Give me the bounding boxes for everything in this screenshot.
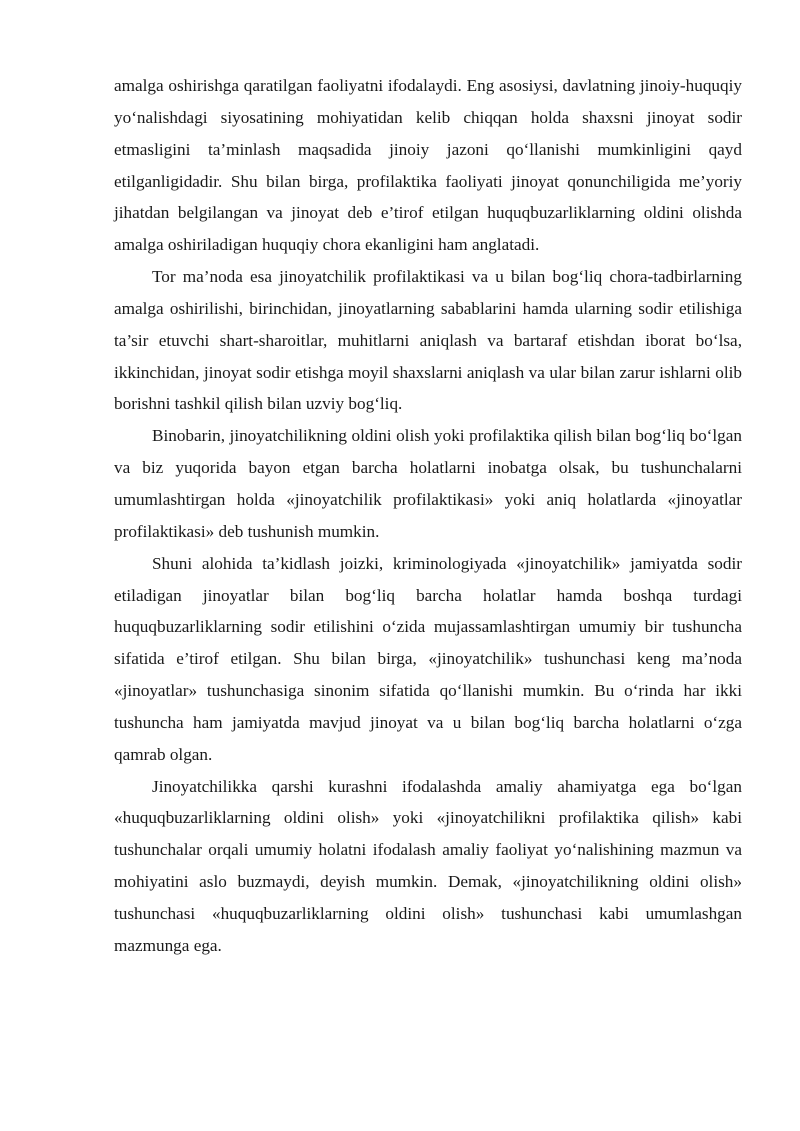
paragraph-therefore: Binobarin, jinoyatchilikning oldini olish yoki profilaktika qilish bilan bog‘liq bo‘lgan va biz yuqorida bayon etgan barcha holatlarni inobatga olsak, bu tushunchalarni umumlashtirgan holda «jinoyatchilik profilaktikasi» yoki aniq holatlarda «jinoyatlar profilaktikasi» deb tushunish mumkin. [114,426,742,541]
paragraph-continuation: amalga oshirishga qaratilgan faoliyatni ifodalaydi. Eng asosiysi, davlatning jinoiy-huquqiy yo‘nalishdagi siyosatining mohiyatidan kelib chiqqan holda shaxsni jinoyat sodir etmasligini ta’minlash maqsadida jinoiy jazoni qo‘llanishi mumkinligini qayd etilganligidadir. Shu bilan birga, profilaktika faoliyati jinoyat qonunchiligida me’yoriy jihatdan belgilangan va jinoyat deb e’tirof etilgan huquqbuzarliklarning oldini olishda amalga oshiriladigan huquqiy chora ekanligini ham anglatadi. [114,76,742,255]
paragraph-criminology-note: Shuni alohida ta’kidlash joizki, kriminologiyada «jinoyatchilik» jamiyatda sodir etiladigan jinoyatlar bilan bog‘liq barcha holatlar hamda boshqa turdagi huquqbuzarliklarning sodir etilishini o‘zida mujassamlashtirgan umumiy bir tushuncha sifatida e’tirof etilgan. Shu bilan birga, «jinoyatchilik» tushunchasi keng ma’noda «jinoyatlar» tushunchasiga sinonim sifatida qo‘llanishi mumkin. Bu o‘rinda har ikki tushuncha ham jamiyatda mavjud jinoyat va u bilan bog‘liq barcha holatlarni o‘zga qamrab olgan. [114,553,742,764]
paragraph-conclusion: Jinoyatchilikka qarshi kurashni ifodalashda amaliy ahamiyatga ega bo‘lgan «huquqbuzarliklarning oldini olish» yoki «jinoyatchilikni profilaktika qilish» kabi tushunchalar orqali umumiy holatni ifodalash amaliy faoliyat yo‘nalishining mazmun va mohiyatini aslo buzmaydi, deyish mumkin. Demak, «jinoyatchilikning oldini olish» tushunchasi «huquqbuzarliklarning oldini olish» tushunchasi kabi umumlashgan mazmunga ega. [114,776,742,955]
paragraph-narrow-meaning: Tor ma’noda esa jinoyatchilik profilaktikasi va u bilan bog‘liq chora-tadbirlarning amalga oshirilishi, birinchidan, jinoyatlarning sabablarini hamda ularning sodir etilishiga ta’sir etuvchi shart-sharoitlar, muhitlarni aniqlash va bartaraf etishdan iborat bo‘lsa, ikkinchidan, jinoyat sodir etishga moyil shaxslarni aniqlash va ular bilan zarur ishlarni olib borishni tashkil qilish bilan uzviy bog‘liq. [114,267,742,414]
document-body [114,70,742,962]
